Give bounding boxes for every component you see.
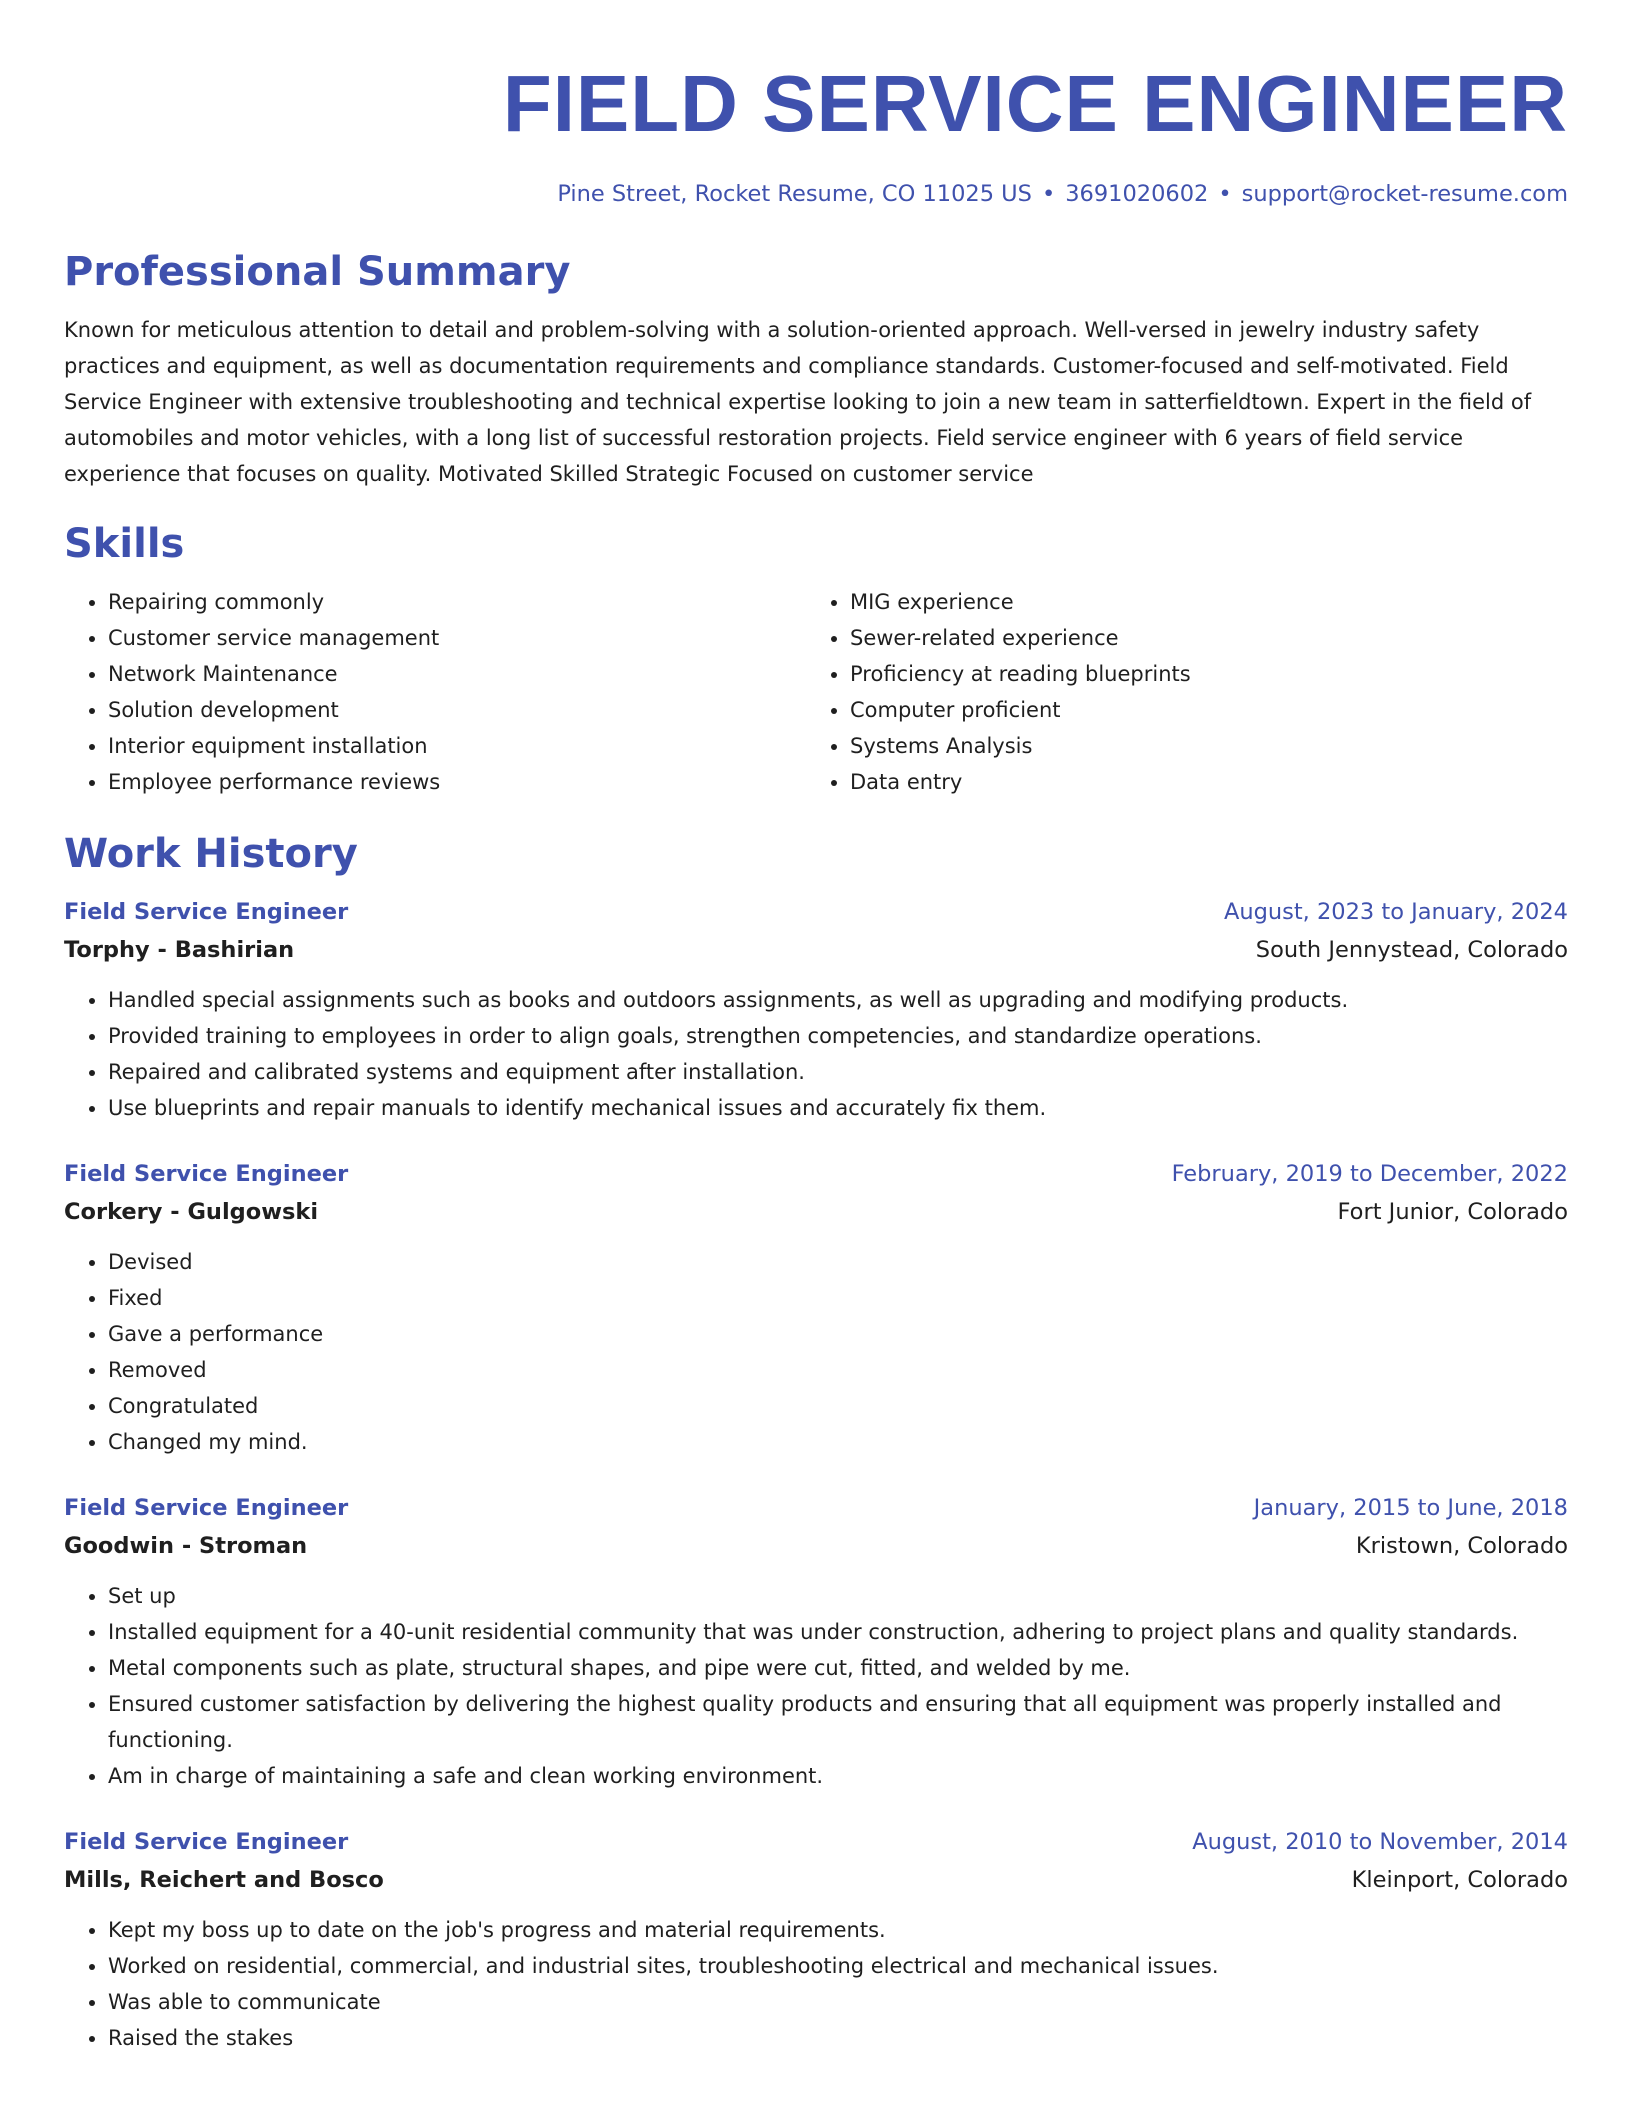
job-dates: August, 2010 to November, 2014 xyxy=(1192,1829,1568,1855)
job-dates: February, 2019 to December, 2022 xyxy=(1171,1161,1568,1187)
job-bullets xyxy=(64,982,1568,1126)
contact-email: support@rocket-resume.com xyxy=(1241,181,1568,207)
job-bullet: • Worked on residential, commercial, and industrial sites, troubleshooting electrical and mechanical issues. xyxy=(108,1948,1568,1984)
job-company: Corkery - Gulgowski xyxy=(64,1199,319,1225)
resume-page xyxy=(64,50,1568,2056)
job-bullet: • Devised xyxy=(108,1244,1568,1280)
job-location: South Jennystead, Colorado xyxy=(1255,937,1568,963)
skills-heading: Skills xyxy=(64,521,185,567)
job-location: Kristown, Colorado xyxy=(1355,1533,1568,1559)
job-bullet: • Metal components such as plate, structural shapes, and pipe were cut, fitted, and welded by me. xyxy=(108,1650,1568,1686)
skills-list xyxy=(64,584,1568,800)
job-entry xyxy=(64,894,1568,1126)
job-bullet: • Removed xyxy=(108,1352,1568,1388)
job-bullet: • Raised the stakes xyxy=(108,2020,1568,2056)
job-bullet: • Set up xyxy=(108,1578,1568,1614)
job-bullet: • Changed my mind. xyxy=(108,1424,1568,1460)
skill-item: • Employee performance reviews xyxy=(108,764,806,800)
job-bullet: • Kept my boss up to date on the job's progress and material requirements. xyxy=(108,1912,1568,1948)
skill-item: • Customer service management xyxy=(108,620,806,656)
work-history-heading: Work History xyxy=(64,831,358,877)
skill-item: • Computer proficient xyxy=(850,692,1548,728)
job-company: Mills, Reichert and Bosco xyxy=(64,1867,384,1893)
job-bullet: • Congratulated xyxy=(108,1388,1568,1424)
skill-item: • Sewer-related experience xyxy=(850,620,1548,656)
skill-item: • Interior equipment installation xyxy=(108,728,806,764)
skill-item: • Solution development xyxy=(108,692,806,728)
job-entry xyxy=(64,1824,1568,2056)
job-entry xyxy=(64,1156,1568,1460)
job-bullet: • Installed equipment for a 40-unit residential community that was under construction, adhering to project plans and quality standards. xyxy=(108,1614,1568,1650)
job-bullet: • Handled special assignments such as books and outdoors assignments, as well as upgrading and modifying products. xyxy=(108,982,1568,1018)
job-header xyxy=(64,1490,1568,1526)
job-location: Kleinport, Colorado xyxy=(1351,1867,1568,1893)
skill-item: • Repairing commonly xyxy=(108,584,806,620)
job-bullet: • Use blueprints and repair manuals to identify mechanical issues and accurately fix them. xyxy=(108,1090,1568,1126)
job-header xyxy=(64,1824,1568,1860)
job-bullet: • Ensured customer satisfaction by delivering the highest quality products and ensuring that all equipment was properly installed and functioning. xyxy=(108,1686,1568,1758)
job-bullets xyxy=(64,1578,1568,1794)
job-title: Field Service Engineer xyxy=(64,1495,349,1521)
job-dates: January, 2015 to June, 2018 xyxy=(1253,1495,1568,1521)
job-header xyxy=(64,1156,1568,1192)
job-bullet: • Am in charge of maintaining a safe and clean working environment. xyxy=(108,1758,1568,1794)
skill-item: • Data entry xyxy=(850,764,1548,800)
skill-item: • Network Maintenance xyxy=(108,656,806,692)
job-subheader xyxy=(64,930,1568,970)
job-subheader xyxy=(64,1192,1568,1232)
job-company: Torphy - Bashirian xyxy=(64,937,295,963)
job-entry xyxy=(64,1490,1568,1794)
contact-phone: 3691020602 xyxy=(1065,181,1209,207)
summary-text: Known for meticulous attention to detail and problem-solving with a solution-oriented approach. Well-versed in jewelry industry safety practices and equipment, as well as documentation requirements and compliance standards. Customer-focused and self-motivated. Field Service Engineer with extensive troubleshooting and technical expertise looking to join a new team in satterfieldtown. Expert in the field of automobiles and motor vehicles, with a long list of successful restoration projects. Field service engineer with 6 years of field service experience that focuses on quality. Motivated Skilled Strategic Focused on customer service xyxy=(64,318,1532,486)
contact-line xyxy=(64,178,1568,210)
summary-heading: Professional Summary xyxy=(64,249,571,295)
job-bullet: • Fixed xyxy=(108,1280,1568,1316)
job-bullet: • Gave a performance xyxy=(108,1316,1568,1352)
job-bullets xyxy=(64,1244,1568,1460)
skills-column-right xyxy=(806,584,1548,800)
contact-separator: • xyxy=(1218,181,1232,207)
contact-separator: • xyxy=(1041,181,1056,207)
job-bullet: • Provided training to employees in order to align goals, strengthen competencies, and standardize operations. xyxy=(108,1018,1568,1054)
job-header xyxy=(64,894,1568,930)
job-bullets xyxy=(64,1912,1568,2056)
skills-column-left xyxy=(64,584,806,800)
job-bullet: • Was able to communicate xyxy=(108,1984,1568,2020)
job-subheader xyxy=(64,1860,1568,1900)
skill-item: • Systems Analysis xyxy=(850,728,1548,764)
job-dates: August, 2023 to January, 2024 xyxy=(1223,899,1568,925)
job-title: Field Service Engineer xyxy=(64,1161,349,1187)
job-location: Fort Junior, Colorado xyxy=(1337,1199,1568,1225)
job-company: Goodwin - Stroman xyxy=(64,1533,308,1559)
job-subheader xyxy=(64,1526,1568,1566)
skill-item: • Proficiency at reading blueprints xyxy=(850,656,1548,692)
job-title: Field Service Engineer xyxy=(64,1829,349,1855)
job-title: Field Service Engineer xyxy=(64,899,349,925)
resume-name: FIELD SERVICE ENGINEER xyxy=(502,59,1568,148)
skill-item: • MIG experience xyxy=(850,584,1548,620)
job-bullet: • Repaired and calibrated systems and equipment after installation. xyxy=(108,1054,1568,1090)
contact-address: Pine Street, Rocket Resume, CO 11025 US xyxy=(557,181,1032,207)
